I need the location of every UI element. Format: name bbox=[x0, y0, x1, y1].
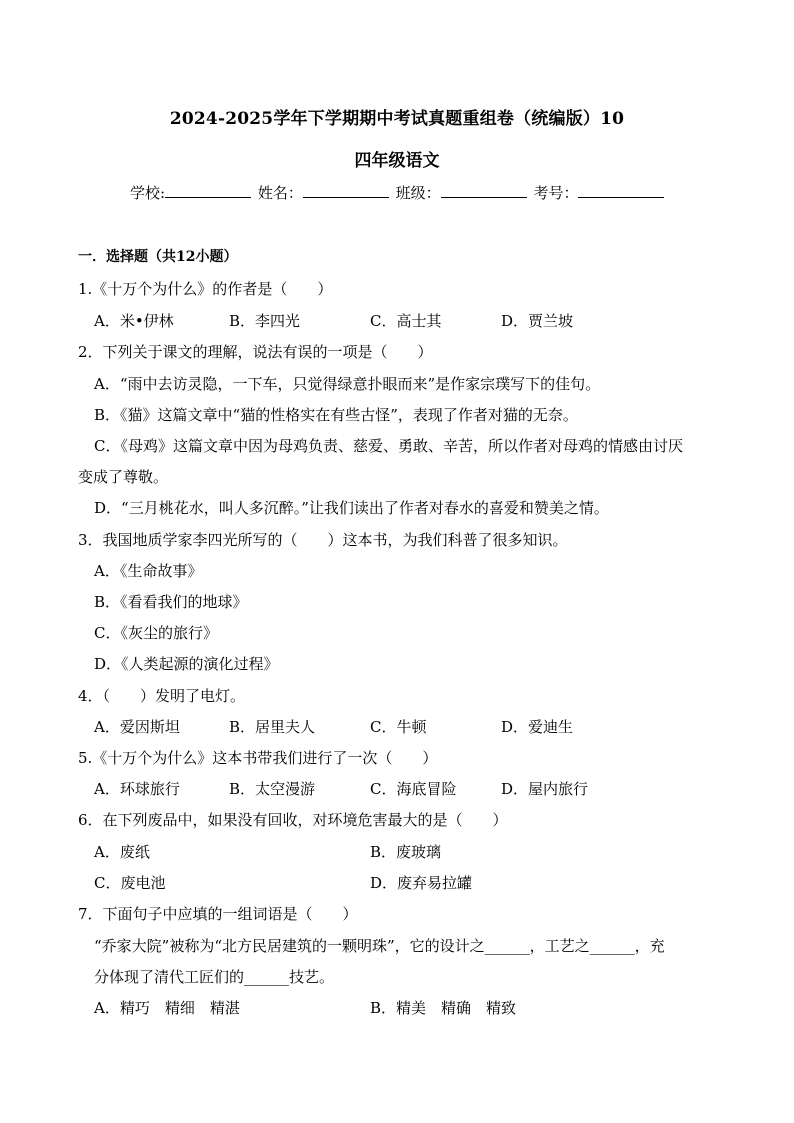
option-d: D．《人类起源的演化过程》 bbox=[94, 655, 279, 673]
question-stem: 6．在下列废品中，如果没有回收，对环境危害最大的是（ ） bbox=[78, 811, 508, 829]
option-c: C．废电池 bbox=[94, 874, 166, 892]
option-d: D．贾兰坡 bbox=[501, 312, 574, 330]
option-c: C．《母鸡》这篇文章中因为母鸡负责、慈爱、勇敢、辛苦，所以作者对母鸡的情感由讨厌 bbox=[94, 437, 683, 455]
question-stem: 5.《十万个为什么》这本书带我们进行了一次（ ） bbox=[78, 749, 438, 767]
name-blank bbox=[303, 183, 389, 198]
student-info-row bbox=[130, 182, 666, 203]
option-b: B．李四光 bbox=[229, 312, 301, 330]
question-stem: 3．我国地质学家李四光所写的（ ）这本书，为我们科普了很多知识。 bbox=[78, 531, 568, 549]
question-stem: 7．下面句子中应填的一组词语是（ ） bbox=[78, 905, 358, 923]
option-b: B．《猫》这篇文章中“猫的性格实在有些古怪”，表现了作者对猫的无奈。 bbox=[94, 406, 578, 424]
option-c-continued: 变成了尊敬。 bbox=[78, 468, 169, 486]
page-title: 2024-2025学年下学期期中考试真题重组卷（统编版）10 bbox=[169, 109, 625, 129]
option-c: C．高士其 bbox=[370, 312, 442, 330]
page-subtitle: 四年级语文 bbox=[354, 151, 440, 171]
option-a: A．《生命故事》 bbox=[94, 562, 203, 580]
option-a: A．废纸 bbox=[94, 843, 150, 861]
option-c: C．海底冒险 bbox=[370, 780, 457, 798]
option-d: D．屋内旅行 bbox=[501, 780, 589, 798]
class-label: 班级： bbox=[395, 184, 441, 202]
school-label: 学校: bbox=[130, 184, 166, 202]
number-label: 考号： bbox=[533, 184, 579, 202]
option-d: D．废弃易拉罐 bbox=[370, 874, 473, 892]
class-blank bbox=[441, 183, 527, 198]
option-b: B．精美 精确 精致 bbox=[370, 999, 517, 1017]
option-b: B．废玻璃 bbox=[370, 843, 442, 861]
option-b: B．居里夫人 bbox=[229, 718, 316, 736]
option-a: A．环球旅行 bbox=[94, 780, 180, 798]
question-stem: 1.《十万个为什么》的作者是（ ） bbox=[78, 280, 333, 298]
section-title: 一．选择题（共12小题） bbox=[78, 249, 238, 265]
number-blank bbox=[578, 183, 664, 198]
question-stem: 4．（ ）发明了电灯。 bbox=[78, 687, 246, 705]
option-c: C．牛顿 bbox=[370, 718, 427, 736]
name-label: 姓名： bbox=[257, 184, 303, 202]
question-passage: “乔家大院”被称为“北方民居建筑的一颗明珠”，它的设计之______，工艺之______，充 bbox=[94, 937, 665, 955]
option-b: B．《看看我们的地球》 bbox=[94, 593, 248, 611]
option-a: A．爱因斯坦 bbox=[94, 718, 180, 736]
option-c: C．《灰尘的旅行》 bbox=[94, 624, 218, 642]
school-blank bbox=[165, 183, 251, 198]
question-stem: 2．下列关于课文的理解，说法有误的一项是（ ） bbox=[78, 343, 433, 361]
option-a: A．“雨中去访灵隐，一下车，只觉得绿意扑眼而来”是作家宗璞写下的佳句。 bbox=[94, 375, 601, 393]
option-b: B．太空漫游 bbox=[229, 780, 316, 798]
option-a: A．米•伊林 bbox=[94, 312, 174, 330]
option-d: D．“三月桃花水，叫人多沉醉。”让我们读出了作者对春水的喜爱和赞美之情。 bbox=[94, 499, 609, 517]
option-a: A．精巧 精细 精湛 bbox=[94, 999, 240, 1017]
option-d: D．爱迪生 bbox=[501, 718, 574, 736]
question-passage-continued: 分体现了清代工匠们的______技艺。 bbox=[94, 968, 335, 986]
